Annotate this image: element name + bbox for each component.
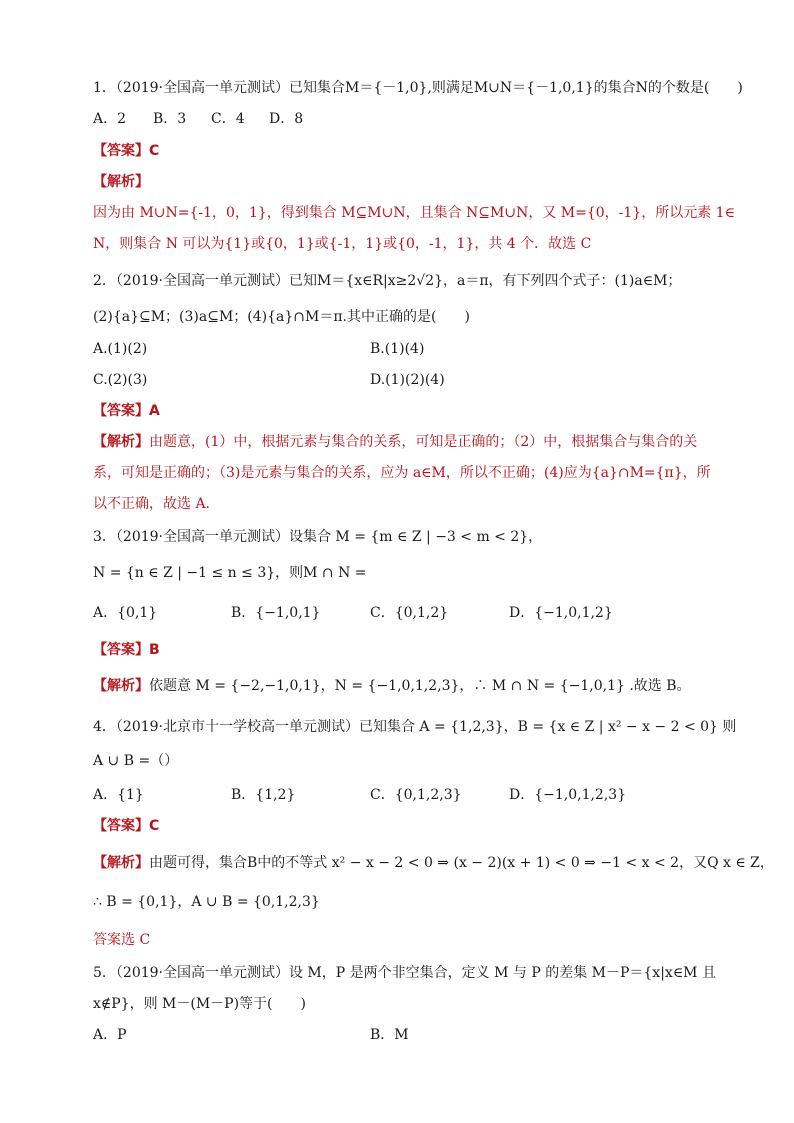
q3-option-d: D．{−1,0,1,2}: [509, 605, 613, 621]
question-2-stem-line-2: (2){a}⊆M；(3)a⊆M；(4){a}∩M＝π.其中正确的是( ): [93, 309, 470, 325]
q3-option-c: C．{0,1,2}: [370, 605, 449, 621]
q1-option-d: D．8: [269, 111, 304, 127]
q4-conclusion: 答案选 C: [93, 932, 151, 948]
q1-option-c: C．4: [211, 111, 245, 127]
question-2-stem-line-1: 2．（2019·全国高一单元测试）已知M＝{x∈R|x≥2√2}，a＝π，有下列四个式子：(1)a∈M；: [93, 273, 682, 289]
q3-analysis-label: 【解析】: [93, 678, 149, 694]
question-5-stem-line-2: x∉P}，则 M－(M－P)等于( ): [93, 996, 306, 1012]
q2-option-c: C.(2)(3): [93, 372, 148, 388]
q2-analysis-line-3: 以不正确，故选 A．: [93, 496, 220, 512]
q1-analysis-line-1: 因为由 M∪N={-1，0，1}，得到集合 M⊆M∪N，且集合 N⊆M∪N，又 M={0，-1}，所以元素 1∈: [93, 205, 735, 221]
question-5-stem-line-1: 5．（2019·全国高一单元测试）设 M，P 是两个非空集合，定义 M 与 P 的差集 M－P＝{x|x∈M 且: [93, 965, 716, 981]
q3-answer: 【答案】B: [93, 642, 160, 658]
q5-option-b: B．M: [370, 1027, 409, 1043]
q2-analysis-line-2: 系，可知是正确的；（3)是元素与集合的关系，应为 a∈M，所以不正确；(4)应为{a}∩M={π}，所: [93, 465, 711, 481]
q2-option-d: D.(1)(2)(4): [370, 372, 445, 388]
q1-answer: 【答案】C: [93, 143, 160, 159]
q3-option-a: A．{0,1}: [93, 605, 158, 621]
q2-option-b: B.(1)(4): [370, 341, 425, 357]
question-4-stem-line-1: 4．（2019·北京市十一学校高一单元测试）已知集合 A = {1,2,3}，B = {x ∈ Z | x² − x − 2 < 0} 则: [93, 719, 737, 735]
q4-option-a: A．{1}: [93, 787, 144, 803]
question-3-stem-line-2: N = {n ∈ Z | −1 ≤ n ≤ 3}，则M ∩ N =: [93, 565, 367, 581]
q2-analysis-label: 【解析】: [93, 434, 149, 450]
question-3-stem-line-1: 3．（2019·全国高一单元测试）设集合 M = {m ∈ Z | −3 < m < 2}，: [93, 529, 543, 545]
q4-option-b: B．{1,2}: [231, 787, 296, 803]
q5-option-a: A．P: [93, 1027, 127, 1043]
q4-answer: 【答案】C: [93, 818, 160, 834]
q1-analysis-line-2: N，则集合 N 可以为{1}或{0，1}或{-1，1}或{0，-1，1}，共 4 个．故选 C: [93, 236, 592, 252]
q4-option-d: D．{−1,0,1,2,3}: [509, 787, 627, 803]
q1-analysis-label: 【解析】: [93, 174, 149, 190]
q4-analysis-line-1: [93, 853, 774, 873]
q3-option-b: B．{−1,0,1}: [231, 605, 321, 621]
question-4-stem-line-2: A ∪ B =（）: [93, 753, 179, 769]
q2-option-a: A.(1)(2): [93, 341, 148, 357]
q2-analysis-line-1: [93, 432, 697, 452]
q2-analysis-text-1: 由题意，(1）中，根据元素与集合的关系，可知是正确的；（2）中，根据集合与集合的关: [149, 434, 698, 450]
q4-analysis-line-2: ∴ B = {0,1}，A ∪ B = {0,1,2,3}: [93, 894, 320, 910]
q2-answer: 【答案】A: [93, 403, 160, 419]
q3-analysis: [93, 676, 691, 696]
q1-option-a: A．2: [93, 111, 127, 127]
q4-option-c: C．{0,1,2,3}: [370, 787, 462, 803]
q4-analysis-label: 【解析】: [93, 855, 149, 871]
q4-analysis-text-1: 由题可得，集合B中的不等式 x² − x − 2 < 0 ⇒ (x − 2)(x + 1) < 0 ⇒ −1 < x < 2，又Q x ∈ Z，: [149, 855, 774, 871]
question-1-stem: 1．（2019·全国高一单元测试）已知集合M＝{－1,0},则满足M∪N＝{－1,0,1}的集合N的个数是( ): [93, 80, 743, 96]
q1-option-b: B．3: [153, 111, 187, 127]
q3-analysis-text: 依题意 M = {−2,−1,0,1}，N = {−1,0,1,2,3}，∴ M ∩ N = {−1,0,1} .故选 B。: [149, 678, 691, 694]
